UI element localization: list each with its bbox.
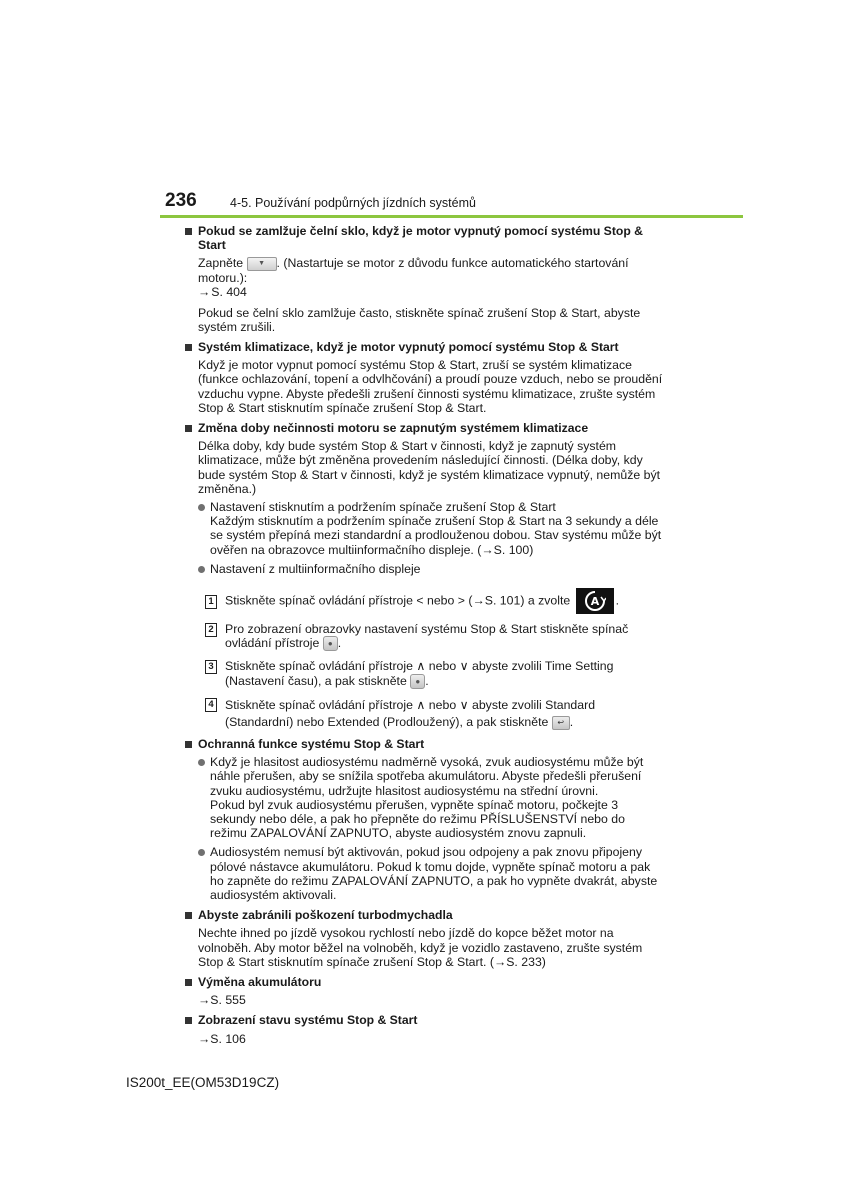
- list-item: [198, 500, 663, 557]
- paragraph: [198, 1032, 663, 1046]
- text: Pokud byl zvuk audiosystému přerušen, vypněte spínač motoru, počkejte 3 sekundy nebo déle, a pak ho přepněte do režimu PŘÍSLUŠENSTVÍ nebo do režimu ZAPALOVÁNÍ ZAPNUTO, abyste audiosystém znovu zapnuli.: [210, 797, 625, 841]
- section-system-status: [198, 1032, 663, 1046]
- square-bullet-icon: [185, 1017, 192, 1024]
- paragraph: Pokud se čelní sklo zamlžuje často, stiskněte spínač zrušení Stop & Start, abyste systém zrušili.: [198, 305, 641, 334]
- page-reference-link[interactable]: S. 100: [493, 542, 530, 557]
- heading-text: Změna doby nečinnosti motoru se zapnutým systémem klimatizace: [198, 420, 589, 435]
- list-item-text: [210, 755, 663, 840]
- list-item-text: Audiosystém nemusí být aktivován, pokud jsou odpojeny a pak znovu připojeny pólové nástavce akumulátoru. Pokud k tomu dojde, vypněte spínač motoru a pak ho zapněte do režimu ZAPALOVÁNÍ ZAPNUTO, a pak ho vypněte dvakrát, abyste audiosystém aktivovali.: [210, 845, 658, 902]
- heading-windshield-fog: [185, 224, 663, 252]
- step-text: [225, 588, 663, 614]
- text: Nechte ihned po jízdě vysokou rychlostí nebo jízdě do kopce běžet motor na volnoběh. Aby motor běžel na volnoběh, když je vozidlo zastaveno, zrušte systém Stop & Start stisknutím spínače zrušení Stop & Start. (: [198, 926, 643, 969]
- heading-text: Pokud se zamlžuje čelní sklo, když je motor vypnutý pomocí systému Stop & Start: [198, 224, 643, 253]
- round-bullet-icon: [198, 849, 205, 856]
- list-item-text: [210, 500, 663, 557]
- page-content: [185, 224, 663, 1052]
- text: Každým stisknutím a podržením spínače zrušení Stop & Start na 3 sekundy a déle se systém přepíná mezi standardní a prodlouženou dobou. Stav systému může být ověřen na obrazovce multiinformačního displeje. (: [210, 514, 662, 557]
- text: ): [529, 542, 534, 557]
- heading-turbocharger: [185, 908, 663, 922]
- section-air-conditioning: [198, 358, 663, 415]
- step-number: 2: [205, 623, 217, 637]
- text: Stiskněte spínač ovládání přístroje ∧ nebo ∨ abyste zvolili Time Setting (Nastavení času), a pak stiskněte: [225, 659, 614, 688]
- list-item-text: Nastavení z multiinformačního displeje: [210, 561, 421, 576]
- section-battery-replacement: [198, 993, 663, 1007]
- heading-text: Abyste zabránili poškození turbodmychadla: [198, 908, 453, 923]
- section-idle-time: [198, 439, 663, 496]
- square-bullet-icon: [185, 741, 192, 748]
- section-turbocharger: [198, 926, 663, 969]
- text: ) a zvolte: [520, 593, 571, 608]
- square-bullet-icon: [185, 228, 192, 235]
- heading-protection-function: [185, 737, 663, 751]
- square-bullet-icon: [185, 344, 192, 351]
- text: Stiskněte spínač ovládání přístroje < nebo > (: [225, 593, 473, 608]
- step-4: [205, 697, 663, 731]
- section-windshield-fog: [198, 256, 663, 334]
- list-item: [198, 755, 663, 840]
- round-bullet-icon: [198, 759, 205, 766]
- footer-document-code: IS200t_EE(OM53D19CZ): [126, 1075, 280, 1090]
- square-bullet-icon: [185, 912, 192, 919]
- list-item: [198, 845, 663, 902]
- page-reference-link[interactable]: S. 404: [211, 285, 247, 300]
- heading-text: Výměna akumulátoru: [198, 974, 322, 989]
- page-reference-link[interactable]: S. 233: [506, 954, 542, 969]
- paragraph: Délka doby, kdy bude systém Stop & Start v činnosti, když je zapnutý systém klimatizace, může být změněna provedením následující činnosti. (Délka doby, kdy bude systém Stop & Start v činnosti, když je systém klimatizace vypnutý, nemůže být změněna.): [198, 439, 661, 496]
- heading-air-conditioning: [185, 340, 663, 354]
- square-bullet-icon: [185, 979, 192, 986]
- text: .: [425, 673, 429, 688]
- text: Když je hlasitost audiosystému nadměrně vysoká, zvuk audiosystému může být náhle přerušen, aby se snížila spotřeba akumulátoru. Abyste předešli přerušení zvuku audiosystému, udržujte hlasitost audiosystému na střední úrovni.: [210, 755, 644, 798]
- step-number: 3: [205, 660, 217, 674]
- windshield-defogger-button-icon: ▼: [247, 257, 277, 271]
- page-number: 236: [165, 190, 197, 211]
- page-reference-link[interactable]: S. 555: [210, 993, 246, 1008]
- arrow-icon: →: [481, 542, 494, 557]
- step-text: [225, 697, 663, 731]
- text: Zapněte: [198, 256, 244, 271]
- heading-idle-time: [185, 421, 663, 435]
- meter-ok-button-icon: ●: [323, 636, 338, 651]
- heading-text: Systém klimatizace, když je motor vypnutý pomocí systému Stop & Start: [198, 339, 619, 354]
- text: .: [569, 714, 574, 729]
- step-text: [225, 622, 663, 651]
- arrow-icon: →: [198, 285, 211, 300]
- text: Nastavení stisknutím a podržením spínače zrušení Stop & Start: [210, 500, 556, 514]
- heading-system-status: [185, 1013, 663, 1027]
- text: Stiskněte spínač ovládání přístroje ∧ nebo ∨ abyste zvolili Standard (Standardní) nebo Extended (Prodloužený), a pak stiskněte: [225, 697, 596, 729]
- back-arrow-button-icon: ↩: [552, 716, 570, 730]
- step-3: [205, 659, 663, 688]
- step-number: 1: [205, 595, 217, 609]
- arrow-icon: →: [493, 954, 507, 969]
- text: .: [615, 593, 620, 608]
- heading-battery-replacement: [185, 975, 663, 989]
- step-text: [225, 659, 663, 688]
- text: Pro zobrazení obrazovky nastavení systému Stop & Start stiskněte spínač ovládání přístroje: [225, 622, 629, 651]
- list-item: [198, 562, 663, 576]
- arrow-icon: →: [198, 1031, 211, 1046]
- step-2: [205, 622, 663, 651]
- round-bullet-icon: [198, 504, 205, 511]
- paragraph: [198, 256, 663, 299]
- meter-ok-button-icon: ●: [410, 674, 425, 689]
- paragraph: [198, 926, 663, 969]
- paragraph: Když je motor vypnut pomocí systému Stop & Start, zruší se systém klimatizace (funkce ochlazování, topení a odvlhčování) a proudí pouze vzduch, nebo se proudění vzduchu vypne. Abyste předešli zrušení činnosti systému klimatizace, zrušte systém Stop & Start stisknutím spínače zrušení Stop & Start.: [198, 358, 663, 415]
- heading-text: Zobrazení stavu systému Stop & Start: [198, 1013, 418, 1028]
- section-title: 4-5. Používání podpůrných jízdních systémů: [230, 196, 476, 210]
- svg-text:A: A: [590, 595, 599, 609]
- auto-stop-start-icon: [576, 588, 614, 614]
- square-bullet-icon: [185, 425, 192, 432]
- step-number: 4: [205, 698, 217, 712]
- arrow-icon: →: [198, 993, 211, 1008]
- heading-text: Ochranná funkce systému Stop & Start: [198, 736, 425, 751]
- page-reference-link[interactable]: S. 101: [484, 593, 521, 608]
- text: .: [337, 636, 342, 651]
- page-reference-link[interactable]: S. 106: [210, 1031, 246, 1046]
- paragraph: [198, 993, 663, 1007]
- arrow-icon: →: [472, 593, 485, 608]
- header-rule: [160, 215, 743, 218]
- text: . (Nastartuje se motor z důvodu funkce automatického startování motoru.):: [198, 256, 629, 286]
- text: ): [541, 954, 546, 969]
- round-bullet-icon: [198, 566, 205, 573]
- step-1: [205, 588, 663, 614]
